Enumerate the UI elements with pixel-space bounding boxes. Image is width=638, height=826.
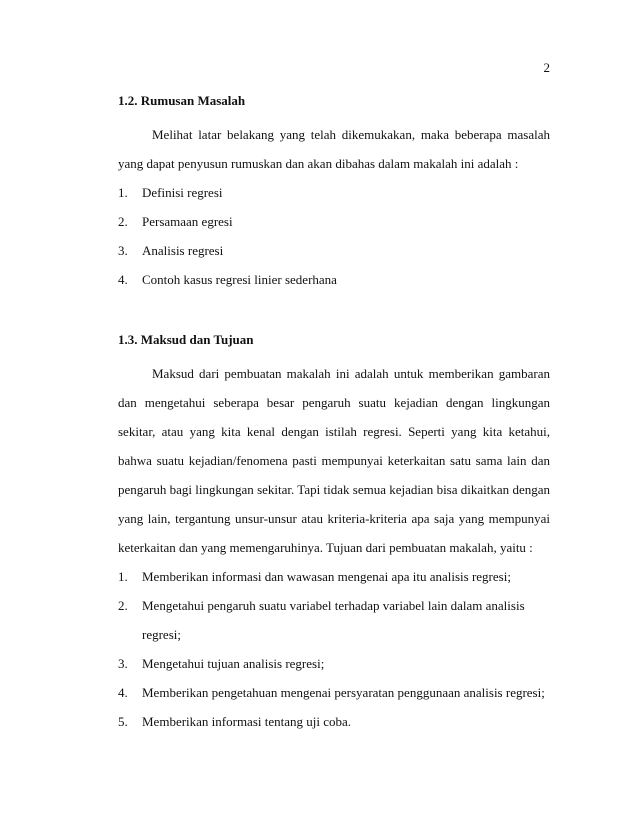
list-item [118,678,550,707]
page-number: 2 [543,60,550,75]
list-item [118,236,550,265]
list-text: Mengetahui tujuan analisis regresi; [142,656,325,671]
numbered-list [118,178,550,294]
list-text: Analisis regresi [142,243,224,258]
list-text: Memberikan informasi tentang uji coba. [142,714,352,729]
list-item [118,649,550,678]
list-number: 5. [118,714,128,729]
list-text: Mengetahui pengaruh suatu variabel terhadap variabel lain dalam analisis regresi; [142,598,525,642]
list-item [118,562,550,591]
list-item [118,207,550,236]
section-heading: 1.3. Maksud dan Tujuan [118,332,254,347]
list-item [118,265,550,294]
list-item [118,707,550,736]
section-paragraph: Melihat latar belakang yang telah dikemukakan, maka beberapa masalah yang dapat penyusun rumuskan dan akan dibahas dalam makalah ini adalah : [118,127,550,171]
section-heading: 1.2. Rumusan Masalah [118,93,246,108]
list-number: 3. [118,656,128,671]
list-item [118,591,550,649]
list-text: Contoh kasus regresi linier sederhana [142,272,337,287]
numbered-list [118,562,550,736]
list-number: 2. [118,598,128,613]
list-number: 1. [118,569,128,584]
list-item [118,178,550,207]
section-maksud-tujuan [118,325,550,736]
list-number: 1. [118,185,128,200]
list-number: 3. [118,243,128,258]
list-number: 4. [118,272,128,287]
list-text: Memberikan informasi dan wawasan mengenai apa itu analisis regresi; [142,569,511,584]
page-content [118,86,550,736]
list-number: 2. [118,214,128,229]
list-text: Definisi regresi [142,185,223,200]
section-rumusan-masalah [118,86,550,294]
section-paragraph: Maksud dari pembuatan makalah ini adalah untuk memberikan gambaran dan mengetahui seberapa besar pengaruh suatu kejadian dengan lingkungan sekitar, atau yang kita kenal dengan istilah regresi. Seperti yang kita ketahui, bahwa suatu kejadian/fenomena pasti mempunyai keterkaitan satu sama lain dan pengaruh bagi lingkungan sekitar. Tapi tidak semua kejadian bisa dikaitkan dengan yang lain, tergantung unsur-unsur atau kriteria-kriteria apa saja yang mempunyai keterkaitan dan yang memengaruhinya. Tujuan dari pembuatan makalah, yaitu : [118,366,550,555]
list-text: Persamaan egresi [142,214,233,229]
list-number: 4. [118,685,128,700]
list-text: Memberikan pengetahuan mengenai persyaratan penggunaan analisis regresi; [142,685,545,700]
